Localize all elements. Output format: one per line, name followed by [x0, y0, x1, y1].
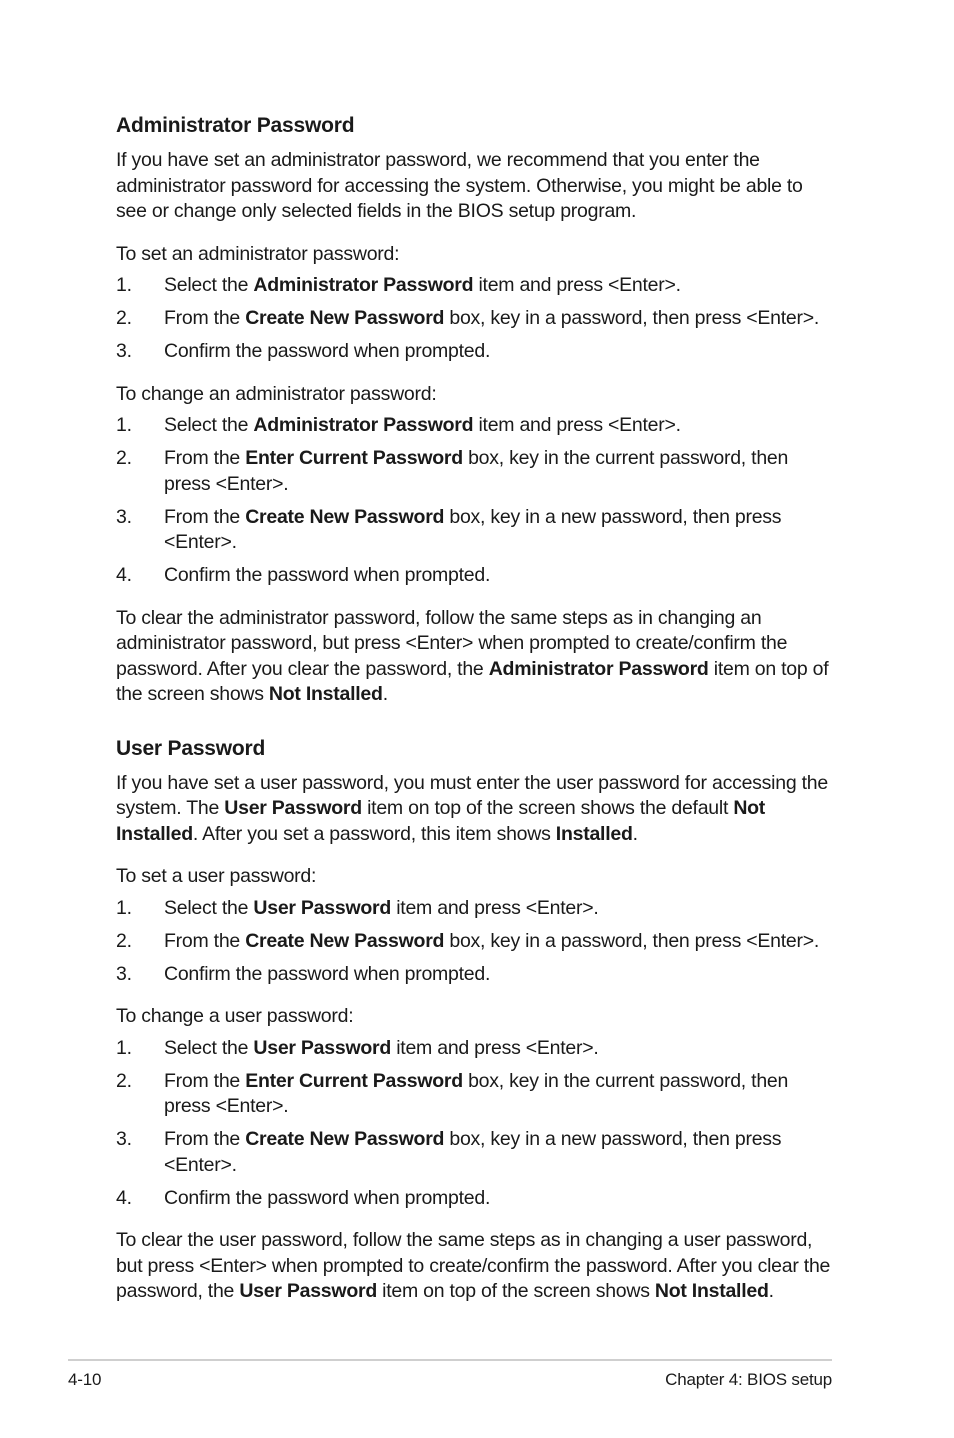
text-run: From the — [164, 505, 246, 528]
procedure-step — [116, 273, 836, 299]
procedure-step — [116, 306, 836, 332]
step-number: 4. — [116, 1186, 132, 1209]
procedure-steps — [116, 1036, 836, 1212]
text-run: From the — [164, 1128, 246, 1150]
text-run: item and press <Enter>. — [391, 896, 599, 919]
text-run: To clear the administrator password, follow the same steps as in changing an administrator password, but press <Enter> when prompted to create/confirm the password. After you clear the password, the — [116, 606, 788, 680]
bold-term: Administrator Password — [253, 274, 474, 296]
text-run: Confirm the password when prompted. — [164, 962, 491, 985]
text-run: item on top of the screen shows — [376, 1280, 655, 1302]
procedure-step — [116, 339, 836, 365]
bold-term: User Password — [253, 1036, 392, 1059]
text-run: item and press <Enter>. — [391, 1036, 599, 1059]
procedure-step — [116, 1186, 836, 1212]
step-number: 3. — [116, 962, 132, 985]
procedure-step — [116, 1036, 836, 1062]
step-number: 1. — [116, 896, 132, 919]
text-run: item on top of the screen shows — [116, 657, 829, 705]
text-run: . — [382, 683, 388, 705]
step-number: 1. — [116, 414, 132, 436]
text-run: If you have set an administrator password, we recommend that you enter the administrator password for accessing the system. Otherwise, you might be able to see or change only selected fields in the BIOS setup program. — [116, 149, 803, 222]
text-run: To clear the user password, follow the same steps as in changing a user password, but press <Enter> when prompted to create/confirm the password. After you clear the password, the — [116, 1229, 831, 1302]
procedure-steps — [116, 413, 836, 589]
text-run: box, key in a password, then press <Enter>. — [444, 307, 820, 329]
procedure-steps — [116, 896, 836, 988]
text-run: Confirm the password when prompted. — [164, 1186, 491, 1209]
text-run: item and press <Enter>. — [473, 274, 681, 296]
step-number: 2. — [116, 307, 132, 329]
procedure-step — [116, 929, 836, 955]
text-run: If you have set a user password, you must enter the user password for accessing the system. The — [116, 771, 828, 819]
text-run: . — [632, 822, 638, 845]
procedure-step — [116, 896, 836, 922]
step-number: 4. — [116, 564, 132, 586]
text-run: box, key in the current password, then press <Enter>. — [164, 1069, 789, 1117]
procedure-step — [116, 962, 836, 988]
procedure-lead: To set a user password: — [116, 865, 317, 887]
step-number: 2. — [116, 447, 132, 469]
section-administrator-password — [116, 112, 836, 708]
bold-term: User Password — [253, 896, 392, 919]
procedure-lead: To change a user password: — [116, 1005, 354, 1027]
step-number: 3. — [116, 340, 132, 362]
text-run: From the — [164, 929, 246, 952]
bold-term: Enter Current Password — [245, 447, 463, 469]
text-run: Confirm the password when prompted. — [164, 340, 491, 362]
text-run: box, key in the current password, then press <Enter>. — [164, 447, 789, 495]
step-number: 1. — [116, 1036, 132, 1059]
bold-term: Not Installed — [116, 797, 766, 845]
section-heading: User Password — [116, 736, 266, 760]
text-run: item and press <Enter>. — [473, 414, 681, 436]
step-number: 2. — [116, 1069, 132, 1092]
text-run: Select the — [164, 896, 254, 919]
text-run: Confirm the password when prompted. — [164, 564, 491, 586]
document-body — [116, 112, 836, 1322]
bold-term: Create New Password — [245, 1128, 445, 1150]
bold-term: Create New Password — [245, 929, 445, 952]
procedure-step — [116, 413, 836, 439]
bold-term: Create New Password — [245, 505, 445, 528]
text-run: box, key in a password, then press <Enter>. — [444, 929, 820, 952]
step-number: 2. — [116, 929, 132, 952]
procedure-lead: To set an administrator password: — [116, 242, 400, 265]
text-run: item on top of the screen shows the default — [361, 797, 734, 819]
section-heading: Administrator Password — [116, 114, 355, 137]
bold-term: Enter Current Password — [245, 1069, 463, 1092]
text-run: From the — [164, 1069, 246, 1092]
text-run: Select the — [164, 274, 254, 296]
bold-term: Installed — [555, 822, 633, 845]
text-run: From the — [164, 307, 246, 329]
step-number: 3. — [116, 1128, 132, 1150]
section-closing — [116, 606, 836, 708]
procedure-step — [116, 563, 836, 589]
procedure-step — [116, 505, 836, 556]
footer-divider — [68, 1359, 832, 1361]
procedure-step — [116, 1127, 836, 1178]
section-user-password — [116, 735, 836, 1305]
section-closing — [116, 1228, 836, 1305]
text-run: box, key in a new password, then press <Enter>. — [164, 1128, 782, 1176]
bold-term: Not Installed — [654, 1280, 769, 1302]
text-run: . After you set a password, this item shows — [192, 822, 556, 845]
text-run: Select the — [164, 1036, 254, 1059]
procedure-lead: To change an administrator password: — [116, 382, 437, 405]
procedure-steps — [116, 273, 836, 365]
procedure-step — [116, 446, 836, 497]
chapter-label: Chapter 4: BIOS setup — [665, 1370, 832, 1389]
bold-term: Create New Password — [245, 307, 445, 329]
section-intro — [116, 148, 836, 225]
text-run: . — [768, 1280, 774, 1302]
section-intro — [116, 771, 836, 848]
text-run: Select the — [164, 414, 254, 436]
bold-term: Administrator Password — [253, 414, 474, 436]
step-number: 1. — [116, 274, 132, 296]
bold-term: User Password — [239, 1280, 377, 1302]
bold-term: Not Installed — [268, 683, 383, 705]
bold-term: User Password — [224, 797, 362, 819]
procedure-step — [116, 1069, 836, 1120]
page-number: 4-10 — [68, 1370, 102, 1389]
text-run: box, key in a new password, then press <Enter>. — [164, 505, 782, 553]
step-number: 3. — [116, 505, 132, 528]
bold-term: Administrator Password — [488, 657, 709, 680]
text-run: From the — [164, 447, 246, 469]
